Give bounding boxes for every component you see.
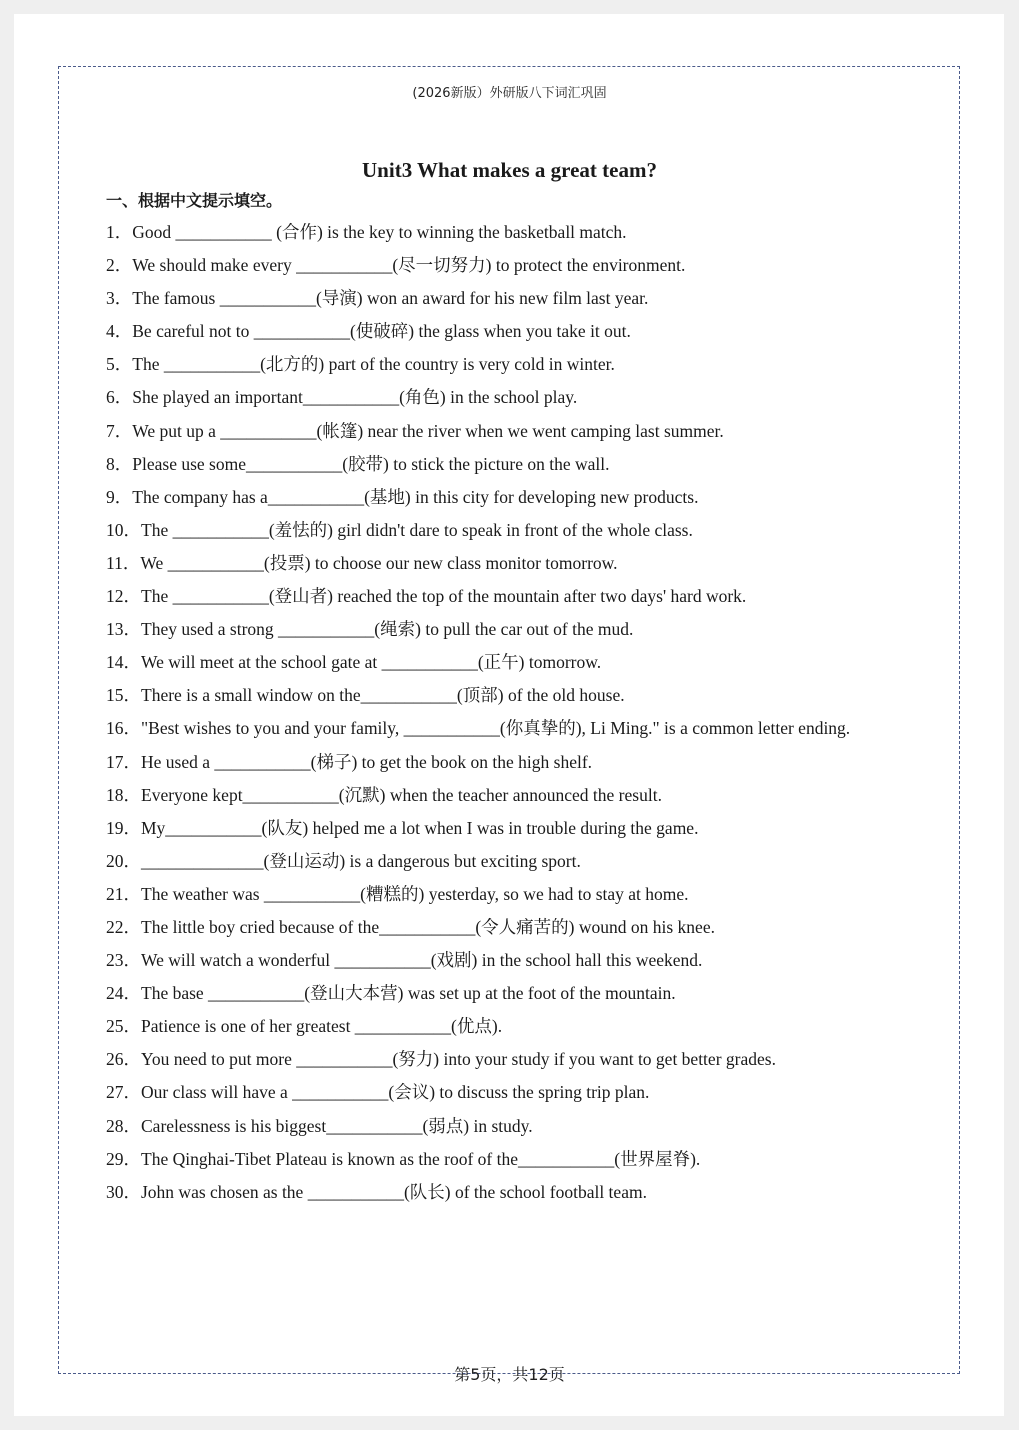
question-number: 28． <box>106 1115 141 1136</box>
question-text: We ___________(投票) to choose our new class monitor tomorrow. <box>140 552 618 573</box>
question-text: They used a strong ___________(绳索) to pull the car out of the mud. <box>141 619 634 640</box>
question-number: 5． <box>106 354 133 375</box>
question-text: The company has a___________(基地) in this city for developing new products. <box>132 486 699 507</box>
question-list <box>106 216 896 1209</box>
question-item <box>106 315 896 348</box>
question-number: 12． <box>106 586 141 607</box>
question-item <box>106 282 896 315</box>
question-text: Everyone kept___________(沉默) when the teacher announced the result. <box>141 784 662 805</box>
question-number: 4． <box>106 321 133 342</box>
question-text: The ___________(羞怯的) girl didn't dare to speak in front of the whole class. <box>141 519 693 540</box>
question-number: 29． <box>106 1148 141 1169</box>
question-text: The ___________(北方的) part of the country is very cold in winter. <box>132 354 615 375</box>
question-text: Be careful not to ___________(使破碎) the glass when you take it out. <box>132 321 631 342</box>
question-item <box>106 646 896 679</box>
question-number: 15． <box>106 685 141 706</box>
question-item <box>106 216 896 249</box>
question-item <box>106 249 896 282</box>
question-item <box>106 1110 896 1143</box>
question-number: 24． <box>106 983 141 1004</box>
question-item <box>106 1176 896 1209</box>
question-item <box>106 812 896 845</box>
question-item <box>106 977 896 1010</box>
question-number: 21． <box>106 883 141 904</box>
question-number: 3． <box>106 288 133 309</box>
question-item <box>106 911 896 944</box>
question-item <box>106 1010 896 1043</box>
question-number: 16． <box>106 718 141 739</box>
question-item <box>106 1076 896 1109</box>
question-text: Good ___________ (合作) is the key to winning the basketball match. <box>132 222 627 242</box>
question-item <box>106 944 896 977</box>
question-text: He used a ___________(梯子) to get the book on the high shelf. <box>141 751 593 772</box>
question-text: The weather was ___________(糟糕的) yesterday, so we had to stay at home. <box>141 883 689 904</box>
question-number: 2． <box>106 255 133 276</box>
question-item <box>106 415 896 448</box>
question-number: 1． <box>106 222 133 242</box>
question-number: 20． <box>106 850 141 871</box>
question-number: 27． <box>106 1082 141 1103</box>
question-text: We put up a ___________(帐篷) near the river when we went camping last summer. <box>132 420 724 441</box>
question-number: 22． <box>106 916 141 937</box>
question-number: 19． <box>106 817 141 838</box>
question-item <box>106 514 896 547</box>
question-number: 26． <box>106 1049 141 1070</box>
question-item <box>106 448 896 481</box>
question-text: ______________(登山运动) is a dangerous but exciting sport. <box>141 850 581 871</box>
question-number: 8． <box>106 453 133 474</box>
question-item <box>106 381 896 414</box>
page-header: (2026新版）外研版八下词汇巩固 <box>412 86 607 101</box>
question-text: "Best wishes to you and your family, ___________(你真挚的), Li Ming." is a common letter ending. <box>141 718 851 739</box>
question-number: 7． <box>106 420 133 441</box>
question-number: 30． <box>106 1181 141 1202</box>
question-text: The famous ___________(导演) won an award for his new film last year. <box>132 288 649 309</box>
question-text: You need to put more ___________(努力) into your study if you want to get better grades. <box>141 1049 776 1070</box>
question-item <box>106 547 896 580</box>
question-number: 23． <box>106 950 141 971</box>
question-text: The little boy cried because of the___________(令人痛苦的) wound on his knee. <box>141 916 715 937</box>
section-heading: 一、根据中文提示填空。 <box>106 191 283 210</box>
question-text: We will meet at the school gate at ___________(正午) tomorrow. <box>141 652 602 673</box>
question-item <box>106 613 896 646</box>
question-text: My___________(队友) helped me a lot when I was in trouble during the game. <box>141 817 699 838</box>
question-item <box>106 481 896 514</box>
question-number: 11． <box>106 552 141 573</box>
question-text: The ___________(登山者) reached the top of the mountain after two days' hard work. <box>141 586 747 607</box>
question-number: 18． <box>106 784 141 805</box>
question-item <box>106 348 896 381</box>
question-item <box>106 580 896 613</box>
question-text: John was chosen as the ___________(队长) of the school football team. <box>141 1181 647 1202</box>
question-number: 25． <box>106 1016 141 1037</box>
question-item <box>106 878 896 911</box>
page-footer: 第5页，共12页 <box>454 1365 565 1384</box>
question-text: Patience is one of her greatest ___________(优点). <box>141 1016 503 1037</box>
question-item <box>106 845 896 878</box>
question-number: 17． <box>106 751 141 772</box>
question-item <box>106 779 896 812</box>
question-text: She played an important___________(角色) in the school play. <box>132 387 578 408</box>
question-number: 9． <box>106 486 133 507</box>
question-text: We should make every ___________(尽一切努力) to protect the environment. <box>132 255 686 276</box>
question-number: 10． <box>106 519 141 540</box>
question-number: 14． <box>106 652 141 673</box>
question-text: The base ___________(登山大本营) was set up at the foot of the mountain. <box>141 983 676 1004</box>
question-item <box>106 746 896 779</box>
question-text: The Qinghai-Tibet Plateau is known as the roof of the___________(世界屋脊). <box>141 1148 701 1169</box>
question-item <box>106 1143 896 1176</box>
question-text: We will watch a wonderful ___________(戏剧) in the school hall this weekend. <box>141 950 703 971</box>
question-item <box>106 712 896 745</box>
question-text: Please use some___________(胶带) to stick the picture on the wall. <box>132 453 610 474</box>
question-item <box>106 1043 896 1076</box>
question-number: 6． <box>106 387 133 408</box>
question-text: Carelessness is his biggest___________(弱点) in study. <box>141 1115 533 1136</box>
question-text: Our class will have a ___________(会议) to discuss the spring trip plan. <box>141 1082 650 1103</box>
page-title: Unit3 What makes a great team? <box>362 158 657 182</box>
question-number: 13． <box>106 619 141 640</box>
question-item <box>106 679 896 712</box>
question-text: There is a small window on the___________(顶部) of the old house. <box>141 685 625 706</box>
